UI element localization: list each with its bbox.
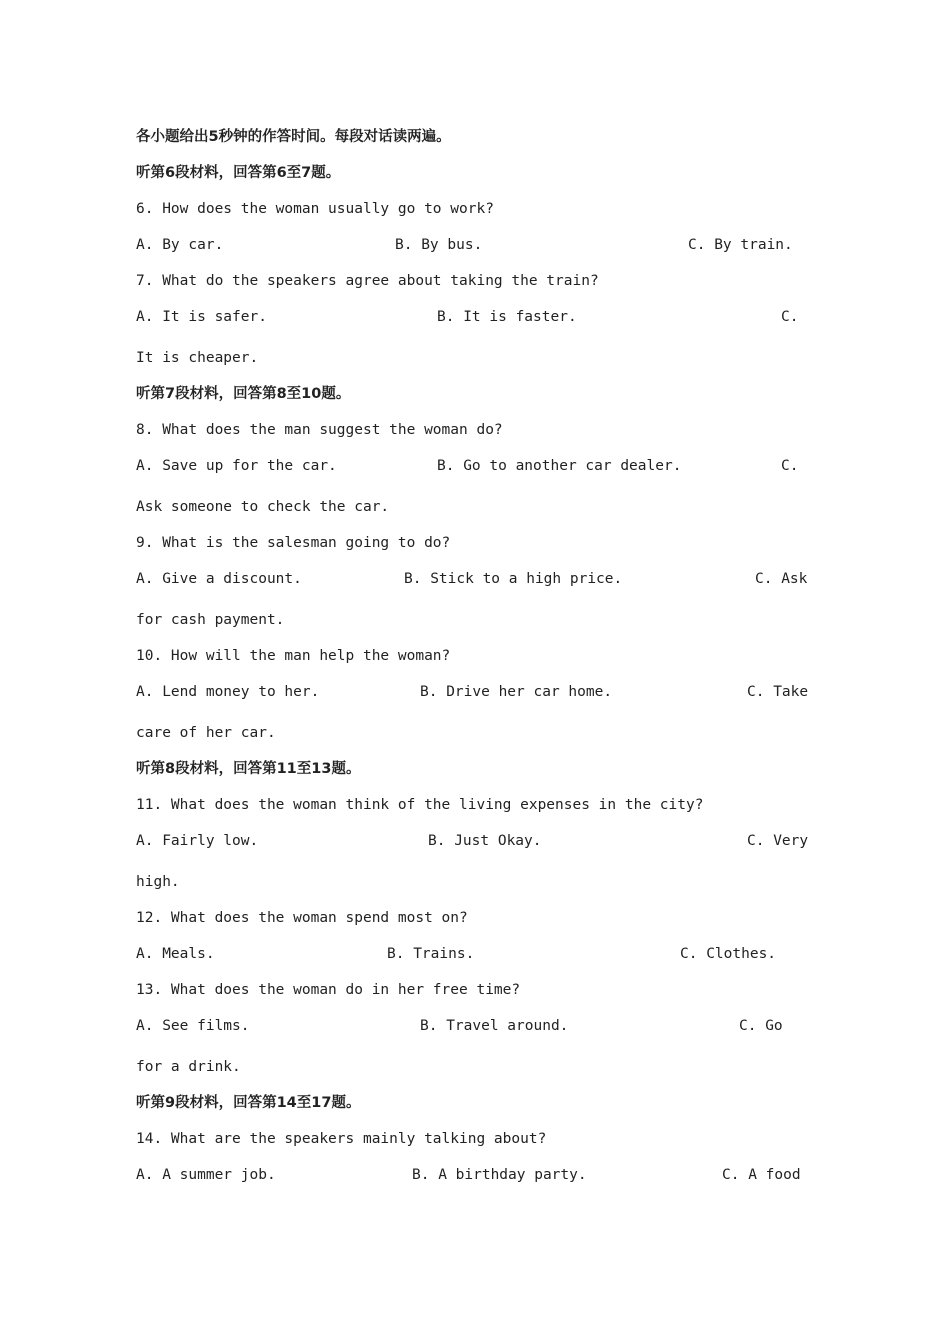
question-text: 8. What does the man suggest the woman do? (136, 422, 503, 438)
option-c: C. (781, 458, 799, 474)
option-b: B. Stick to a high price. (404, 571, 623, 587)
option-a: A. Lend money to her. (136, 684, 320, 700)
option-c: C. Take (747, 684, 809, 700)
option-b: B. It is faster. (437, 309, 577, 325)
option-c-continued: high. (136, 874, 180, 890)
option-a: A. Save up for the car. (136, 458, 337, 474)
option-a: A. See films. (136, 1018, 250, 1034)
option-c: C. By train. (688, 237, 793, 253)
options-row (136, 1165, 816, 1265)
option-c-continued: for cash payment. (136, 612, 285, 628)
option-c-continued: for a drink. (136, 1059, 241, 1075)
question-text: 7. What do the speakers agree about taking the train? (136, 273, 599, 289)
question-text: 12. What does the woman spend most on? (136, 910, 468, 926)
option-a: A. By car. (136, 237, 224, 253)
option-c: C. Clothes. (680, 946, 777, 962)
option-b: B. Trains. (387, 946, 475, 962)
option-c-continued: It is cheaper. (136, 350, 259, 366)
option-b: B. A birthday party. (412, 1167, 587, 1183)
option-b: B. Drive her car home. (420, 684, 613, 700)
option-c: C. Ask (755, 571, 808, 587)
question-text: 11. What does the woman think of the living expenses in the city? (136, 797, 704, 813)
section-heading: 听第8段材料，回答第11至13题。 (136, 761, 361, 777)
intro-instruction: 各小题给出5秒钟的作答时间。每段对话读两遍。 (136, 129, 451, 145)
question-text: 13. What does the woman do in her free time? (136, 982, 521, 998)
question-text: 14. What are the speakers mainly talking about? (136, 1131, 547, 1147)
option-c: C. (781, 309, 799, 325)
question-text: 10. How will the man help the woman? (136, 648, 451, 664)
option-c: C. A food (722, 1167, 801, 1183)
option-c-continued: care of her car. (136, 725, 276, 741)
section-heading: 听第9段材料，回答第14至17题。 (136, 1095, 361, 1111)
question-text: 6. How does the woman usually go to work? (136, 201, 494, 217)
option-a: A. A summer job. (136, 1167, 276, 1183)
section-heading: 听第6段材料，回答第6至7题。 (136, 165, 341, 181)
option-a: A. Fairly low. (136, 833, 259, 849)
option-a: A. Give a discount. (136, 571, 302, 587)
section-heading: 听第7段材料，回答第8至10题。 (136, 386, 351, 402)
option-b: B. By bus. (395, 237, 483, 253)
option-c: C. Go (739, 1018, 783, 1034)
option-c-continued: Ask someone to check the car. (136, 499, 390, 515)
option-c: C. Very (747, 833, 809, 849)
option-a: A. Meals. (136, 946, 215, 962)
question-text: 9. What is the salesman going to do? (136, 535, 451, 551)
option-a: A. It is safer. (136, 309, 267, 325)
option-b: B. Just Okay. (428, 833, 542, 849)
option-b: B. Travel around. (420, 1018, 569, 1034)
option-b: B. Go to another car dealer. (437, 458, 682, 474)
